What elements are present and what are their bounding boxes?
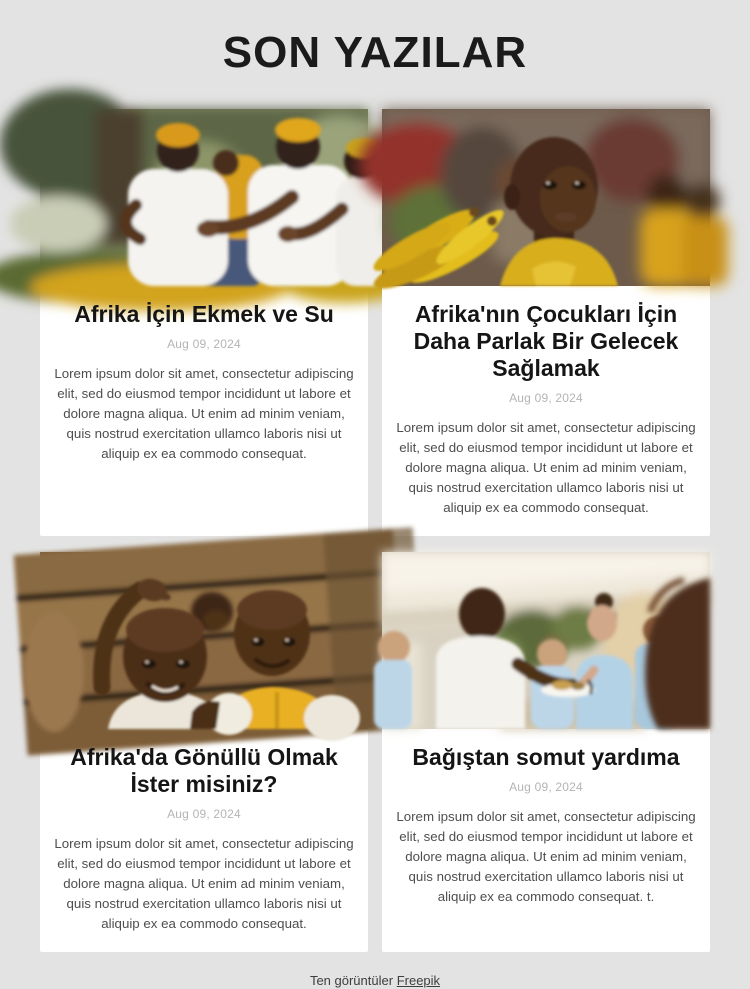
freepik-link[interactable]: Freepik: [396, 973, 441, 988]
volunteers-serving-food-photo: [382, 552, 710, 729]
post-date: Aug 09, 2024: [167, 337, 241, 351]
post-excerpt: Lorem ipsum dolor sit amet, consectetur adipiscing elit, sed do eiusmod tempor incididunt ut labore et dolore magna aliqua. Ut enim ad minim veniam, quis nostrud exercitation ullamco laboris nisi ut aliquip ex ea commodo consequat.: [396, 420, 696, 515]
child-portrait-market-photo: [382, 109, 710, 286]
post-card: [382, 109, 710, 536]
post-image-volunteers[interactable]: [382, 552, 710, 729]
post-date: Aug 09, 2024: [509, 780, 583, 794]
post-image-smiling-boys[interactable]: [40, 552, 368, 729]
page-title: SON YAZILAR: [222, 28, 528, 77]
post-card-body: [40, 729, 368, 952]
posts-grid: [40, 109, 710, 952]
post-card: [382, 552, 710, 952]
post-card-body: [40, 286, 368, 482]
post-card: [40, 109, 368, 536]
post-date: Aug 09, 2024: [167, 807, 241, 821]
post-card: [40, 552, 368, 952]
post-title[interactable]: Afrika İçin Ekmek ve Su: [74, 301, 334, 327]
post-image-group-hug[interactable]: [40, 109, 368, 286]
post-title[interactable]: Bağıştan somut yardıma: [412, 744, 680, 770]
post-title[interactable]: Afrika'nın Çocukları İçin Daha Parlak Bir Gelecek Sağlamak: [413, 301, 679, 381]
post-card-body: [382, 729, 710, 925]
post-date: Aug 09, 2024: [509, 391, 583, 405]
post-title[interactable]: Afrika'da Gönüllü Olmak İster misiniz?: [70, 744, 338, 797]
attribution: [40, 973, 710, 989]
post-card-body: [382, 286, 710, 536]
post-excerpt: Lorem ipsum dolor sit amet, consectetur adipiscing elit, sed do eiusmod tempor incididunt ut labore et dolore magna aliqua. Ut enim ad minim veniam, quis nostrud exercitation ullamco laboris nisi ut aliquip ex ea commodo consequat. t.: [396, 809, 696, 904]
post-excerpt: Lorem ipsum dolor sit amet, consectetur adipiscing elit, sed do eiusmod tempor incididunt ut labore et dolore magna aliqua. Ut enim ad minim veniam, quis nostrud exercitation ullamco laboris nisi ut aliquip ex ea commodo consequat.: [54, 836, 354, 931]
post-excerpt: Lorem ipsum dolor sit amet, consectetur adipiscing elit, sed do eiusmod tempor incididunt ut labore et dolore magna aliqua. Ut enim ad minim veniam, quis nostrud exercitation ullamco laboris nisi ut aliquip ex ea commodo consequat.: [54, 366, 354, 461]
attribution-text: Ten görüntüler: [309, 973, 394, 988]
two-smiling-boys-photo: [40, 552, 368, 729]
group-hug-outdoors-photo: [40, 109, 368, 286]
post-image-child-market[interactable]: [382, 109, 710, 286]
